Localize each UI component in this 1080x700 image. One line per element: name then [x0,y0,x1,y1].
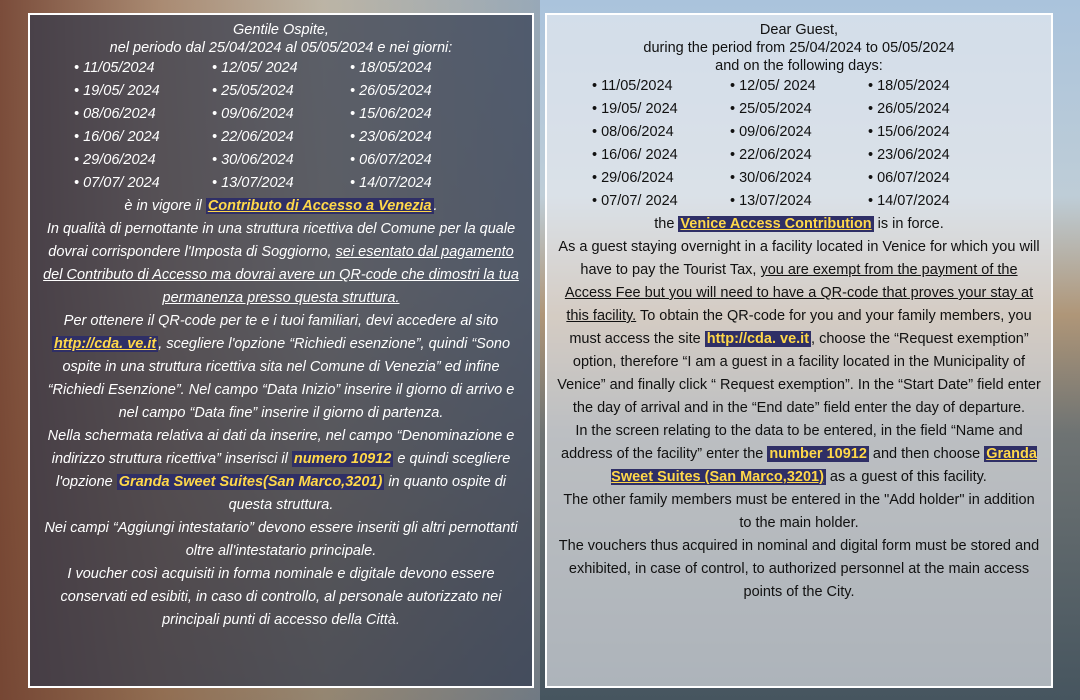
exemption-paragraph-en: As a guest staying overnight in a facility located in Venice for which you will have to pay the Tourist Tax, you are exempt from the payment of the Access Fee but you will need to have a QR-code that proves your stay at this facility. To obtain the QR-code for you and your family members, you must access the site http://cda. ve.it , choose the “Request exemption” option, therefore “I am a guest in a facility located in the Municipality of Venice” and finally click “ Request exemption”. In the “Start Date” field enter the day of arrival and in the “End date” field enter the day of departure. [557,239,1041,416]
dates-list-it [40,57,522,195]
in-force-line-en: the Venice Access Contribution is in force. [654,216,944,232]
date-item: • 30/06/2024 [730,167,868,190]
period-en-line2: and on the following days: [715,58,883,74]
facility-number: number 10912 [769,446,867,462]
exemption-paragraph-it: In qualità di pernottante in una struttura ricettiva del Comune per la quale dovrai corrispondere l'Imposta di Soggiorno, sei esentato dal pagamento del Contributo di Accesso ma dovrai avere un QR-code che dimostri la tua permanenza presso questa struttura. [43,221,519,306]
hotel-name: Granda Sweet Suites(San Marco,3201) [118,474,383,490]
date-item: • 19/05/ 2024 [74,80,212,103]
date-item: • 12/05/ 2024 [212,57,350,80]
date-item: • 25/05/2024 [730,98,868,121]
date-item: • 14/07/2024 [868,190,1006,213]
date-item: • 18/05/2024 [350,57,488,80]
date-item: • 30/06/2024 [212,149,350,172]
date-item: • 13/07/2024 [212,172,350,195]
date-item: • 11/05/2024 [592,75,730,98]
facility-paragraph-en: In the screen relating to the data to be entered, in the field “Name and address of the facility” enter the number 10912 and then choose Granda Sweet Suites (San Marco,3201) as a guest of this facility. [561,423,1037,485]
vouchers-paragraph-en: The vouchers thus acquired in nominal and digital form must be stored and exhibited, in case of control, to authorized personnel at the main access points of the City. [558,538,1040,600]
vouchers-paragraph-it: I voucher così acquisiti in forma nominale e digitale devono essere conservati ed esibiti, in caso di controllo, al personale autorizzato nei principali punti di accesso della Città. [60,566,502,628]
date-item: • 09/06/2024 [212,103,350,126]
hotel-name: Granda Sweet Suites (San Marco,3201) [611,446,1037,485]
date-item: • 18/05/2024 [868,75,1006,98]
date-item: • 16/06/ 2024 [74,126,212,149]
date-item: • 07/07/ 2024 [592,190,730,213]
site-link[interactable]: http://cda. ve.it [706,331,810,347]
date-item: • 26/05/2024 [350,80,488,103]
in-force-line-it: è in vigore il Contributo di Accesso a Venezia . [124,198,438,214]
date-item: • 29/06/2024 [74,149,212,172]
period-it: nel periodo dal 25/04/2024 al 05/05/2024 e nei giorni: [109,40,453,56]
contribution-link[interactable]: Contributo di Accesso a Venezia [207,198,432,214]
holders-paragraph-en: The other family members must be entered in the "Add holder" in addition to the main holder. [563,492,1035,531]
date-item: • 29/06/2024 [592,167,730,190]
instructions-paragraph-it: Per ottenere il QR-code per te e i tuoi familiari, devi accedere al sito http://cda. ve.it , scegliere l'opzione “Richiedi esenzione”, quindi “Sono ospite in una struttura ricettiva sita nel Comune di Venezia” ed infine “Richiedi Esenzione”. Nel campo “Data Inizio” inserire il giorno di arrivo e nel campo “Data fine” inserire il giorno di partenza. [47,313,515,421]
date-item: • 06/07/2024 [868,167,1006,190]
italian-notice-panel [28,13,534,688]
holders-paragraph-it: Nei campi “Aggiungi intestatario” devono essere inseriti gli altri pernottanti oltre all'intestatario principale. [44,520,518,559]
date-item: • 23/06/2024 [868,144,1006,167]
dates-list-en [557,75,1041,213]
date-item: • 26/05/2024 [868,98,1006,121]
date-item: • 23/06/2024 [350,126,488,149]
facility-number: numero 10912 [293,451,392,467]
facility-paragraph-it: Nella schermata relativa ai dati da inserire, nel campo “Denominazione e indirizzo struttura ricettiva” inserisci il numero 10912 e quindi scegliere l'opzione Granda Sweet Suites(San Marco,3201) in quanto ospite di questa struttura. [47,428,515,513]
date-item: • 22/06/2024 [730,144,868,167]
greeting-it: Gentile Ospite, [233,22,329,38]
period-en-line1: during the period from 25/04/2024 to 05/05/2024 [643,40,955,56]
site-link[interactable]: http://cda. ve.it [53,336,157,352]
date-item: • 08/06/2024 [592,121,730,144]
date-item: • 07/07/ 2024 [74,172,212,195]
date-item: • 22/06/2024 [212,126,350,149]
date-item: • 15/06/2024 [350,103,488,126]
date-item: • 11/05/2024 [74,57,212,80]
date-item: • 12/05/ 2024 [730,75,868,98]
date-item: • 09/06/2024 [730,121,868,144]
date-item: • 13/07/2024 [730,190,868,213]
english-notice-panel [545,13,1053,688]
date-item: • 25/05/2024 [212,80,350,103]
date-item: • 19/05/ 2024 [592,98,730,121]
date-item: • 16/06/ 2024 [592,144,730,167]
date-item: • 08/06/2024 [74,103,212,126]
date-item: • 15/06/2024 [868,121,1006,144]
greeting-en: Dear Guest, [759,22,839,38]
date-item: • 14/07/2024 [350,172,488,195]
contribution-link[interactable]: Venice Access Contribution [680,216,872,232]
date-item: • 06/07/2024 [350,149,488,172]
